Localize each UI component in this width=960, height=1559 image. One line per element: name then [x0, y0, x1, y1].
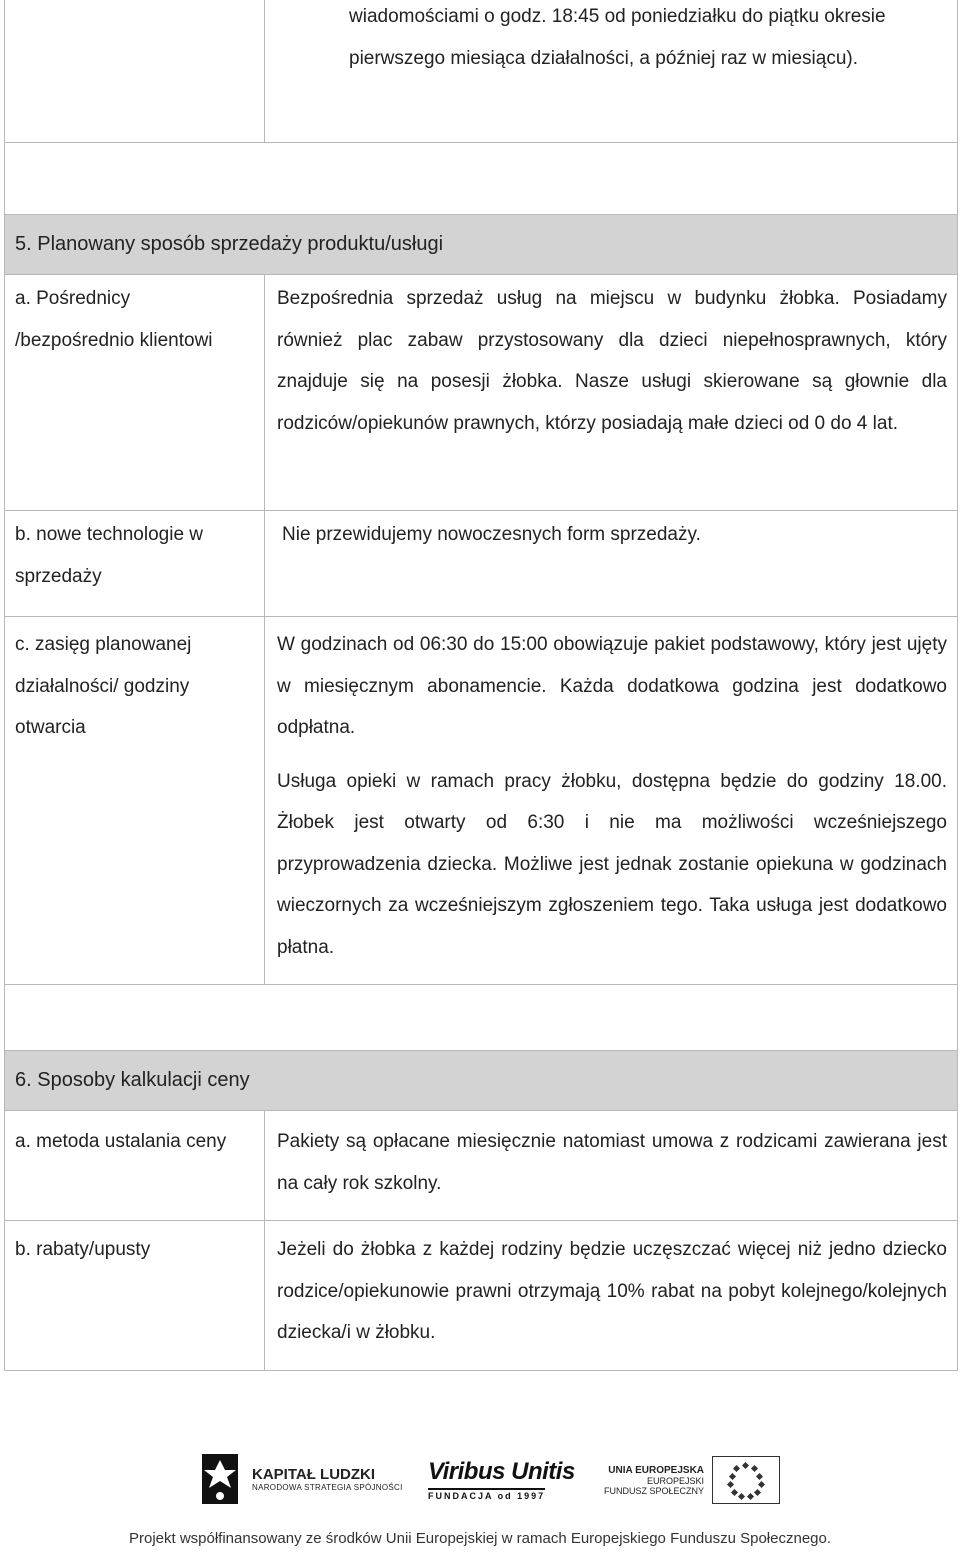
- row-label-cell: [5, 511, 265, 616]
- row-label: a. Pośrednicy /bezpośrednio klientowi: [15, 288, 213, 351]
- row-label-cell: [5, 1111, 265, 1220]
- row-text: Bezpośrednia sprzedaż usług na miejscu w budynku żłobka. Posiadamy również plac zabaw przystosowany dla dzieci niepełnosprawnych, który znajduje się na posesji żłobka. Nasze usługi skierowane są głownie dla rodziców/opiekunów prawnych, którzy posiadają małe dzieci od 0 do 4 lat.: [277, 288, 947, 434]
- row-text-cell: [265, 1221, 957, 1370]
- row-text-2: Usługa opieki w ramach pracy żłobku, dostępna będzie do godziny 18.00. Żłobek jest otwarty od 6:30 i nie ma możliwości wcześniejszego przyprowadzenia dziecka. Możliwe jest jednak zostanie opiekuna w godzinach wieczornych za wcześniejszym zgłoszeniem tego. Taka usługa jest dodatkowo płatna.: [277, 770, 947, 958]
- row-label: c. zasięg planowanej działalności/ godziny otwarcia: [15, 634, 192, 738]
- logo1-sub: NARODOWA STRATEGIA SPÓJNOŚCI: [252, 1483, 403, 1492]
- continued-text: wiadomościami o godz. 18:45 od poniedziałku do piątku okresie pierwszego miesiąca działalności, a później raz w miesiącu).: [349, 6, 886, 69]
- section5-title: 5. Planowany sposób sprzedaży produktu/usługi: [15, 233, 444, 255]
- section5-row-b: [4, 511, 958, 617]
- logo2-sub: FUNDACJA od 1997: [428, 1488, 545, 1501]
- logo3-line1: UNIA EUROPEJSKA: [608, 1464, 705, 1476]
- logo2-title: Viribus Unitis: [428, 1458, 575, 1485]
- viribus-unitis-logo: [428, 1458, 575, 1501]
- spacer-row: [4, 985, 958, 1051]
- eu-logo: [604, 1456, 780, 1504]
- continued-row: [4, 0, 958, 143]
- row-label-cell: [5, 617, 265, 984]
- continued-text-cell: [265, 0, 957, 142]
- section6-row-a: [4, 1111, 958, 1221]
- spacer-row: [4, 143, 958, 215]
- section5-row-a: [4, 275, 958, 511]
- row-text-cell: [265, 617, 957, 984]
- section6-title: 6. Sposoby kalkulacji ceny: [15, 1069, 250, 1091]
- section6-row-b: [4, 1221, 958, 1371]
- row-text: Jeżeli do żłobka z każdej rodziny będzie uczęszczać więcej niż jedno dziecko rodzice/opiekunowie prawni otrzymają 10% rabat na pobyt kolejnego/kolejnych dziecka/i w żłobku.: [277, 1239, 947, 1343]
- kapital-ludzki-icon: [198, 1450, 242, 1508]
- continued-label-cell: [5, 0, 265, 142]
- footer-logos: [0, 1440, 960, 1520]
- logo3-line3: FUNDUSZ SPOŁECZNY: [604, 1485, 705, 1496]
- document-page: [4, 0, 958, 1371]
- row-label: b. nowe technologie w sprzedaży: [15, 524, 204, 587]
- row-text: W godzinach od 06:30 do 15:00 obowiązuje pakiet podstawowy, który jest ujęty w miesięcznym abonamencie. Każda dodatkowa godzina jest dodatkowo odpłatna.: [277, 634, 947, 738]
- footer-note: Projekt współfinansowany ze środków Unii Europejskiej w ramach Europejskiego Funduszu Społecznego.: [128, 1530, 832, 1547]
- row-label-cell: [5, 275, 265, 510]
- row-text-cell: [265, 511, 957, 616]
- row-label-cell: [5, 1221, 265, 1370]
- section5-row-c: [4, 617, 958, 985]
- row-label: a. metoda ustalania ceny: [15, 1131, 227, 1152]
- logo1-title: KAPITAŁ LUDZKI: [252, 1466, 376, 1483]
- kapital-ludzki-logo: [198, 1450, 403, 1508]
- row-label: b. rabaty/upusty: [15, 1239, 151, 1260]
- section6-header: [4, 1051, 958, 1111]
- eu-flag-icon: [712, 1456, 780, 1504]
- row-text: Nie przewidujemy nowoczesnych form sprzedaży.: [282, 524, 701, 545]
- logo3-line2: EUROPEJSKI: [647, 1475, 705, 1486]
- row-text-cell: [265, 275, 957, 510]
- row-text: Pakiety są opłacane miesięcznie natomiast umowa z rodzicami zawierana jest na cały rok szkolny.: [277, 1131, 947, 1194]
- row-text-cell: [265, 1111, 957, 1220]
- section5-header: [4, 215, 958, 275]
